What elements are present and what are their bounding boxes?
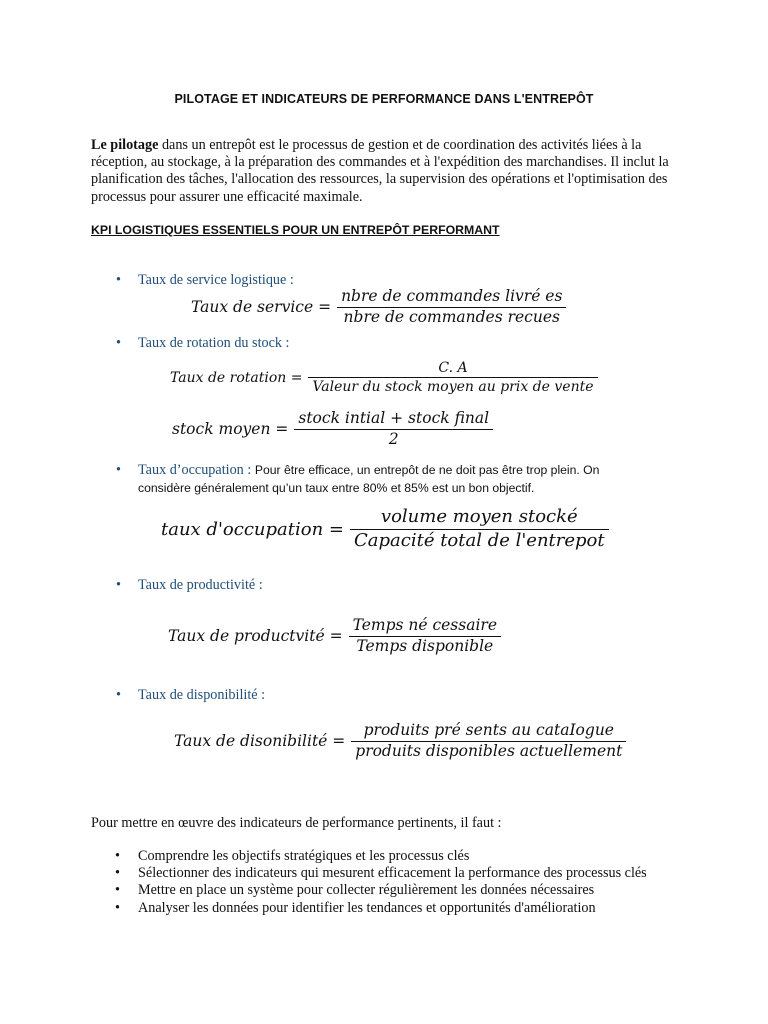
kpi-rotation-label bbox=[116, 335, 290, 352]
formula-service bbox=[191, 288, 566, 327]
bullet-icon: • bbox=[116, 272, 121, 288]
kpi-productivite-label bbox=[116, 577, 263, 594]
bullet-icon: • bbox=[116, 577, 121, 593]
list-item bbox=[115, 900, 685, 917]
formula-lhs: Taux de rotation = bbox=[170, 369, 303, 386]
formula-numerator: stock intial + stock final bbox=[298, 409, 490, 427]
formula-fraction bbox=[351, 722, 626, 761]
bullet-icon: • bbox=[116, 462, 121, 478]
formula-fraction bbox=[349, 617, 501, 656]
outro-paragraph: Pour mettre en œuvre des indicateurs de performance pertinents, il faut : bbox=[91, 815, 502, 831]
kpi-label-text: Taux de productivité : bbox=[138, 577, 263, 593]
list-item-text: Analyser les données pour identifier les tendances et opportunités d'amélioration bbox=[138, 899, 596, 916]
bullet-icon: • bbox=[115, 899, 120, 916]
formula-fraction bbox=[308, 360, 597, 395]
kpi-occupation-note-line2: considère généralement qu’un taux entre 80% et 85% est un bon objectif. bbox=[138, 481, 535, 495]
document-title: PILOTAGE ET INDICATEURS DE PERFORMANCE DANS L'ENTREPÔT bbox=[174, 92, 594, 106]
formula-lhs: stock moyen = bbox=[172, 420, 289, 439]
bullet-icon: • bbox=[115, 882, 120, 899]
kpi-label-text: Taux d’occupation : bbox=[138, 462, 255, 478]
formula-numerator: Temps né cessaire bbox=[352, 616, 497, 634]
list-item bbox=[115, 882, 685, 899]
list-item bbox=[115, 848, 685, 865]
section-heading: KPI LOGISTIQUES ESSENTIELS POUR UN ENTREPÔT PERFORMANT bbox=[91, 223, 500, 237]
kpi-label-text: Taux de disponibilité : bbox=[138, 687, 266, 703]
formula-disponibilite bbox=[174, 722, 626, 761]
bullet-icon: • bbox=[116, 687, 121, 703]
kpi-label-text: Taux de rotation du stock : bbox=[138, 335, 290, 351]
formula-numerator: volume moyen stocké bbox=[380, 506, 578, 527]
formula-denominator: produits disponibles actuellement bbox=[355, 741, 623, 760]
formula-denominator: Temps disponible bbox=[356, 636, 494, 655]
kpi-occupation-note: Pour être efficace, un entrepôt de ne doit pas être trop plein. On bbox=[254, 463, 600, 477]
kpi-service-label bbox=[116, 272, 294, 289]
formula-fraction bbox=[350, 507, 609, 551]
kpi-disponibilite-label bbox=[116, 687, 265, 704]
formula-numerator: nbre de commandes livré es bbox=[341, 287, 563, 305]
formula-lhs: Taux de service = bbox=[191, 298, 332, 317]
formula-fraction bbox=[337, 288, 566, 327]
formula-productivite bbox=[168, 617, 501, 656]
formula-denominator: 2 bbox=[388, 429, 399, 448]
formula-denominator: Capacité total de l'entrepot bbox=[353, 529, 605, 551]
list-item bbox=[115, 865, 685, 882]
bullet-icon: • bbox=[115, 848, 120, 864]
fraction-bar bbox=[308, 377, 597, 378]
intro-lead: Le pilotage bbox=[91, 137, 159, 153]
steps-list bbox=[115, 848, 685, 917]
formula-stock-moyen bbox=[172, 410, 493, 449]
list-item-text: Mettre en place un système pour collecter régulièrement les données nécessaires bbox=[138, 882, 595, 899]
kpi-occupation-label bbox=[116, 462, 599, 479]
formula-occupation bbox=[161, 507, 609, 551]
formula-numerator: produits pré sents au cataIogue bbox=[363, 721, 614, 739]
formula-lhs: Taux de productvité = bbox=[168, 627, 343, 646]
formula-rotation bbox=[170, 360, 598, 395]
formula-denominator: Valeur du stock moyen au prix de vente bbox=[312, 379, 594, 396]
intro-text: dans un entrepôt est le processus de gestion et de coordination des activités liées à la réception, au stockage, à la préparation des commandes et à l'expédition des marchandises. Il inclut la planification des tâches, l'allocation des ressources, la supervision des opérations et l'optimisation des processus pour assurer une efficacité maximale. bbox=[91, 137, 669, 205]
formula-numerator: C. A bbox=[438, 360, 468, 376]
formula-lhs: taux d'occupation = bbox=[161, 518, 344, 540]
kpi-label-text: Taux de service logistique : bbox=[138, 272, 294, 288]
bullet-icon: • bbox=[116, 335, 121, 351]
intro-paragraph bbox=[91, 137, 691, 206]
formula-denominator: nbre de commandes recues bbox=[343, 307, 560, 326]
list-item-text: Comprendre les objectifs stratégiques et les processus clés bbox=[138, 848, 470, 864]
bullet-icon: • bbox=[115, 865, 120, 882]
list-item-text: Sélectionner des indicateurs qui mesurent efficacement la performance des processus clés bbox=[138, 865, 647, 882]
formula-fraction bbox=[294, 410, 493, 449]
formula-lhs: Taux de disonibilité = bbox=[174, 732, 346, 751]
